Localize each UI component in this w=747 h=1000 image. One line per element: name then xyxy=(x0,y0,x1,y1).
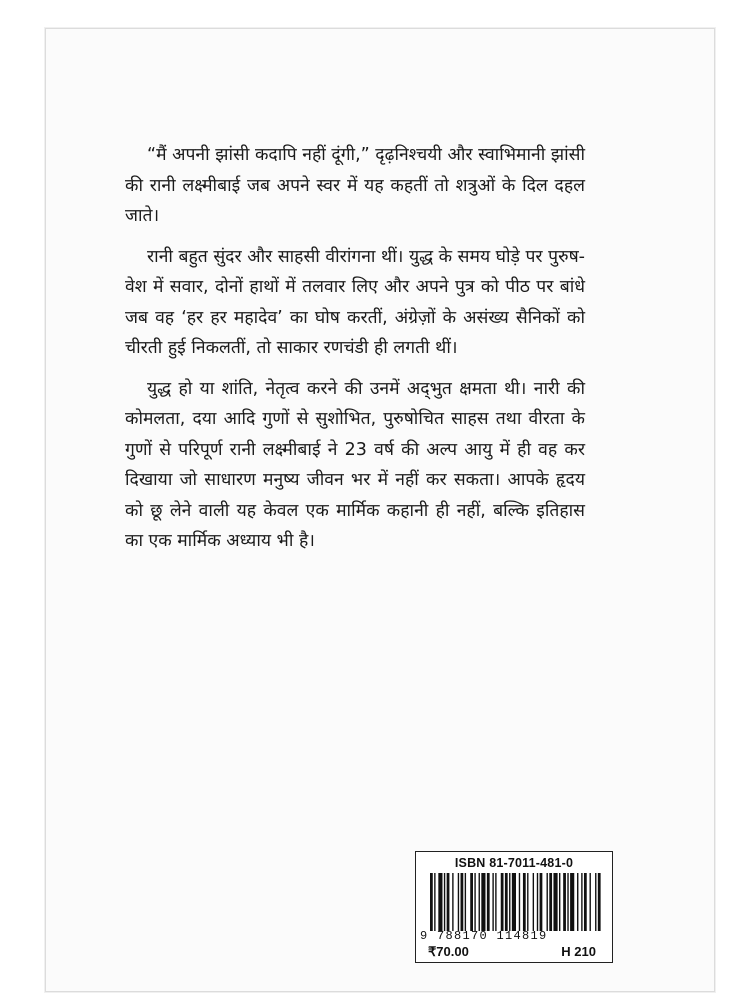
isbn-barcode-block xyxy=(415,851,613,963)
isbn-digits: 9 788170 114819 xyxy=(420,929,548,943)
book-code: H 210 xyxy=(561,944,596,959)
back-cover-blurb xyxy=(125,140,585,567)
blurb-paragraph-3: युद्ध हो या शांति, नेतृत्व करने की उनमें अद्‌भुत क्षमता थी। नारी की कोमलता, दया आदि गुणों से सुशोभित, पुरुषोचित साहस तथा वीरता के गुणों से परिपूर्ण रानी लक्ष्मीबाई ने 23 वर्ष की अल्प आयु में ही वह कर दिखाया जो साधारण मनुष्य जीवन भर में नहीं कर सकता। आपके हृदय को छू लेने वाली यह केवल एक मार्मिक कहानी ही नहीं, बल्कि इतिहास का एक मार्मिक अध्याय भी है। xyxy=(125,378,585,551)
blurb-paragraph-1: “मैं अपनी झांसी कदापि नहीं दूंगी,” दृढ़निश्चयी और स्वाभिमानी झांसी की रानी लक्ष्मीबाई जब अपने स्वर में यह कहतीं तो शत्रुओं के दिल दहल जाते। xyxy=(125,145,585,226)
blurb-paragraph-2: रानी बहुत सुंदर और साहसी वीरांगना थीं। युद्ध के समय घोड़े पर पुरुष-वेश में सवार, दोनों हाथों में तलवार लिए और अपने पुत्र को पीठ पर बांधे जब वह ‘हर हर महादेव’ का घोष करतीं, अंग्रेज़ों के असंख्य सैनिकों को चीरती हुई निकलतीं, तो साकार रणचंडी ही लगती थीं। xyxy=(125,246,585,358)
price-label: ₹70.00 xyxy=(428,944,469,959)
barcode-icon xyxy=(430,873,602,931)
isbn-label: ISBN 81-7011-481-0 xyxy=(454,856,574,870)
